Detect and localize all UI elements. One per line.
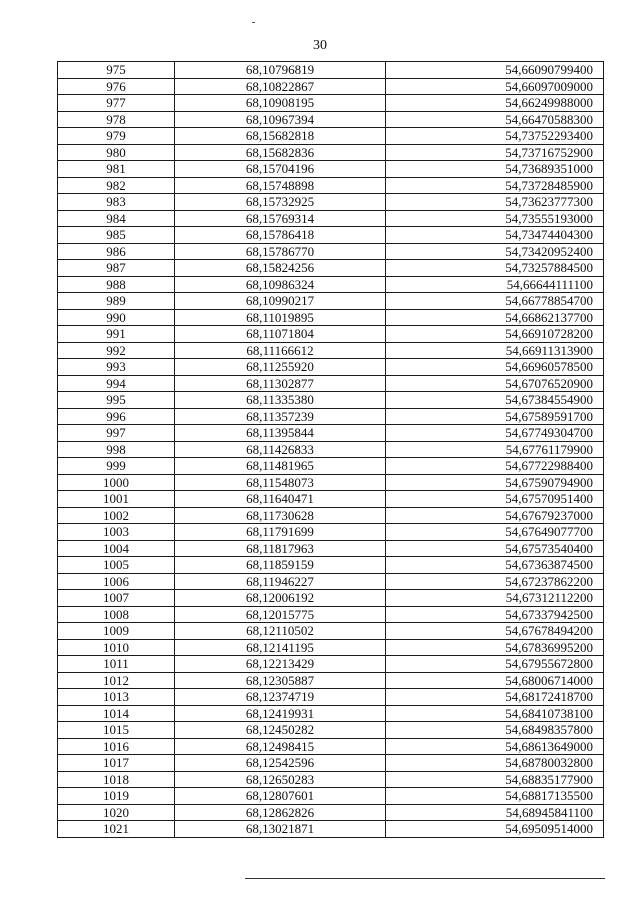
y-coordinate-cell: 54,68817135500 [386, 788, 604, 805]
x-coordinate-cell: 68,13021871 [175, 821, 386, 838]
table-row [58, 573, 604, 590]
table-row [58, 111, 604, 128]
x-coordinate-cell: 68,10822867 [175, 78, 386, 95]
x-coordinate-cell: 68,11640471 [175, 491, 386, 508]
table-row [58, 194, 604, 211]
x-coordinate-cell: 68,10796819 [175, 62, 386, 79]
y-coordinate-cell: 54,66911313900 [386, 342, 604, 359]
x-coordinate-cell: 68,15704196 [175, 161, 386, 178]
y-coordinate-cell: 54,69509514000 [386, 821, 604, 838]
point-number-cell: 975 [58, 62, 175, 79]
y-coordinate-cell: 54,73474404300 [386, 227, 604, 244]
x-coordinate-cell: 68,11426833 [175, 441, 386, 458]
y-coordinate-cell: 54,68498357800 [386, 722, 604, 739]
point-number-cell: 1002 [58, 507, 175, 524]
x-coordinate-cell: 68,11481965 [175, 458, 386, 475]
point-number-cell: 988 [58, 276, 175, 293]
y-coordinate-cell: 54,73257884500 [386, 260, 604, 277]
y-coordinate-cell: 54,68613649000 [386, 738, 604, 755]
y-coordinate-cell: 54,67573540400 [386, 540, 604, 557]
x-coordinate-cell: 68,12450282 [175, 722, 386, 739]
point-number-cell: 1004 [58, 540, 175, 557]
x-coordinate-cell: 68,11335380 [175, 392, 386, 409]
x-coordinate-cell: 68,11817963 [175, 540, 386, 557]
point-number-cell: 992 [58, 342, 175, 359]
x-coordinate-cell: 68,11548073 [175, 474, 386, 491]
y-coordinate-cell: 54,68945841100 [386, 804, 604, 821]
y-coordinate-cell: 54,67570951400 [386, 491, 604, 508]
y-coordinate-cell: 54,73752293400 [386, 128, 604, 145]
y-coordinate-cell: 54,66249988000 [386, 95, 604, 112]
x-coordinate-cell: 68,15748898 [175, 177, 386, 194]
y-coordinate-cell: 54,67384554900 [386, 392, 604, 409]
point-number-cell: 1009 [58, 623, 175, 640]
y-coordinate-cell: 54,67955672800 [386, 656, 604, 673]
table-row [58, 293, 604, 310]
table-row [58, 260, 604, 277]
x-coordinate-cell: 68,11395844 [175, 425, 386, 442]
x-coordinate-cell: 68,11859159 [175, 557, 386, 574]
x-coordinate-cell: 68,12006192 [175, 590, 386, 607]
point-number-cell: 1001 [58, 491, 175, 508]
x-coordinate-cell: 68,11255920 [175, 359, 386, 376]
point-number-cell: 1021 [58, 821, 175, 838]
point-number-cell: 998 [58, 441, 175, 458]
x-coordinate-cell: 68,12807601 [175, 788, 386, 805]
point-number-cell: 991 [58, 326, 175, 343]
x-coordinate-cell: 68,11791699 [175, 524, 386, 541]
y-coordinate-cell: 54,66644111100 [386, 276, 604, 293]
point-number-cell: 981 [58, 161, 175, 178]
point-number-cell: 986 [58, 243, 175, 260]
point-number-cell: 982 [58, 177, 175, 194]
point-number-cell: 995 [58, 392, 175, 409]
x-coordinate-cell: 68,11302877 [175, 375, 386, 392]
x-coordinate-cell: 68,12650283 [175, 771, 386, 788]
table-row [58, 507, 604, 524]
table-row [58, 755, 604, 772]
x-coordinate-cell: 68,10908195 [175, 95, 386, 112]
point-number-cell: 1014 [58, 705, 175, 722]
x-coordinate-cell: 68,11730628 [175, 507, 386, 524]
table-row [58, 425, 604, 442]
point-number-cell: 1013 [58, 689, 175, 706]
table-row [58, 606, 604, 623]
table-row [58, 161, 604, 178]
y-coordinate-cell: 54,73689351000 [386, 161, 604, 178]
y-coordinate-cell: 54,67076520900 [386, 375, 604, 392]
y-coordinate-cell: 54,66097009000 [386, 78, 604, 95]
y-coordinate-cell: 54,67722988400 [386, 458, 604, 475]
x-coordinate-cell: 68,10967394 [175, 111, 386, 128]
x-coordinate-cell: 68,15786418 [175, 227, 386, 244]
table-row [58, 738, 604, 755]
y-coordinate-cell: 54,68835177900 [386, 771, 604, 788]
point-number-cell: 1012 [58, 672, 175, 689]
y-coordinate-cell: 54,67649077700 [386, 524, 604, 541]
x-coordinate-cell: 68,11357239 [175, 408, 386, 425]
x-coordinate-cell: 68,12305887 [175, 672, 386, 689]
y-coordinate-cell: 54,66910728200 [386, 326, 604, 343]
y-coordinate-cell: 54,67836995200 [386, 639, 604, 656]
point-number-cell: 994 [58, 375, 175, 392]
table-row [58, 491, 604, 508]
x-coordinate-cell: 68,12213429 [175, 656, 386, 673]
table-row [58, 276, 604, 293]
point-number-cell: 985 [58, 227, 175, 244]
table-row [58, 227, 604, 244]
x-coordinate-cell: 68,15682836 [175, 144, 386, 161]
coordinates-table-body [58, 62, 604, 838]
x-coordinate-cell: 68,12141195 [175, 639, 386, 656]
table-row [58, 309, 604, 326]
point-number-cell: 1016 [58, 738, 175, 755]
y-coordinate-cell: 54,67761179900 [386, 441, 604, 458]
point-number-cell: 997 [58, 425, 175, 442]
table-row [58, 128, 604, 145]
x-coordinate-cell: 68,11946227 [175, 573, 386, 590]
point-number-cell: 976 [58, 78, 175, 95]
point-number-cell: 1008 [58, 606, 175, 623]
point-number-cell: 1007 [58, 590, 175, 607]
table-row [58, 705, 604, 722]
table-row [58, 524, 604, 541]
x-coordinate-cell: 68,12015775 [175, 606, 386, 623]
table-row [58, 392, 604, 409]
x-coordinate-cell: 68,10986324 [175, 276, 386, 293]
table-row [58, 62, 604, 79]
table-row [58, 474, 604, 491]
point-number-cell: 1018 [58, 771, 175, 788]
table-row [58, 359, 604, 376]
point-number-cell: 1000 [58, 474, 175, 491]
table-row [58, 656, 604, 673]
y-coordinate-cell: 54,67678494200 [386, 623, 604, 640]
point-number-cell: 996 [58, 408, 175, 425]
point-number-cell: 1006 [58, 573, 175, 590]
table-row [58, 821, 604, 838]
y-coordinate-cell: 54,67337942500 [386, 606, 604, 623]
point-number-cell: 1017 [58, 755, 175, 772]
x-coordinate-cell: 68,11166612 [175, 342, 386, 359]
y-coordinate-cell: 54,73555193000 [386, 210, 604, 227]
point-number-cell: 1010 [58, 639, 175, 656]
x-coordinate-cell: 68,10990217 [175, 293, 386, 310]
point-number-cell: 993 [58, 359, 175, 376]
table-row [58, 689, 604, 706]
point-number-cell: 1019 [58, 788, 175, 805]
y-coordinate-cell: 54,68006714000 [386, 672, 604, 689]
table-row [58, 590, 604, 607]
y-coordinate-cell: 54,67679237000 [386, 507, 604, 524]
table-row [58, 771, 604, 788]
point-number-cell: 980 [58, 144, 175, 161]
table-row [58, 342, 604, 359]
y-coordinate-cell: 54,68780032800 [386, 755, 604, 772]
point-number-cell: 1015 [58, 722, 175, 739]
y-coordinate-cell: 54,67590794900 [386, 474, 604, 491]
y-coordinate-cell: 54,68410738100 [386, 705, 604, 722]
table-row [58, 804, 604, 821]
y-coordinate-cell: 54,66470588300 [386, 111, 604, 128]
y-coordinate-cell: 54,66778854700 [386, 293, 604, 310]
table-row [58, 557, 604, 574]
y-coordinate-cell: 54,73623777300 [386, 194, 604, 211]
x-coordinate-cell: 68,12374719 [175, 689, 386, 706]
table-row [58, 326, 604, 343]
x-coordinate-cell: 68,12862826 [175, 804, 386, 821]
table-row [58, 78, 604, 95]
y-coordinate-cell: 54,67312112200 [386, 590, 604, 607]
point-number-cell: 989 [58, 293, 175, 310]
point-number-cell: 990 [58, 309, 175, 326]
x-coordinate-cell: 68,15682818 [175, 128, 386, 145]
coordinates-table [57, 61, 604, 838]
x-coordinate-cell: 68,15786770 [175, 243, 386, 260]
footer-rule [245, 878, 605, 879]
table-row [58, 375, 604, 392]
y-coordinate-cell: 54,67237862200 [386, 573, 604, 590]
y-coordinate-cell: 54,66090799400 [386, 62, 604, 79]
table-row [58, 722, 604, 739]
y-coordinate-cell: 54,67589591700 [386, 408, 604, 425]
x-coordinate-cell: 68,15732925 [175, 194, 386, 211]
point-number-cell: 987 [58, 260, 175, 277]
y-coordinate-cell: 54,67749304700 [386, 425, 604, 442]
x-coordinate-cell: 68,15824256 [175, 260, 386, 277]
point-number-cell: 983 [58, 194, 175, 211]
y-coordinate-cell: 54,66960578500 [386, 359, 604, 376]
point-number-cell: 979 [58, 128, 175, 145]
table-row [58, 639, 604, 656]
table-row [58, 95, 604, 112]
y-coordinate-cell: 54,67363874500 [386, 557, 604, 574]
y-coordinate-cell: 54,73420952400 [386, 243, 604, 260]
table-row [58, 788, 604, 805]
point-number-cell: 1011 [58, 656, 175, 673]
table-row [58, 408, 604, 425]
point-number-cell: 999 [58, 458, 175, 475]
point-number-cell: 1005 [58, 557, 175, 574]
table-row [58, 540, 604, 557]
x-coordinate-cell: 68,12419931 [175, 705, 386, 722]
point-number-cell: 978 [58, 111, 175, 128]
x-coordinate-cell: 68,15769314 [175, 210, 386, 227]
page-number: 30 [313, 38, 327, 53]
y-coordinate-cell: 54,73716752900 [386, 144, 604, 161]
x-coordinate-cell: 68,12542596 [175, 755, 386, 772]
x-coordinate-cell: 68,12110502 [175, 623, 386, 640]
point-number-cell: 977 [58, 95, 175, 112]
y-coordinate-cell: 54,68172418700 [386, 689, 604, 706]
table-row [58, 623, 604, 640]
x-coordinate-cell: 68,11019895 [175, 309, 386, 326]
table-row [58, 672, 604, 689]
y-coordinate-cell: 54,73728485900 [386, 177, 604, 194]
table-row [58, 144, 604, 161]
table-row [58, 243, 604, 260]
x-coordinate-cell: 68,11071804 [175, 326, 386, 343]
point-number-cell: 1003 [58, 524, 175, 541]
table-row [58, 441, 604, 458]
table-row [58, 177, 604, 194]
scan-mark [252, 22, 255, 23]
x-coordinate-cell: 68,12498415 [175, 738, 386, 755]
table-row [58, 210, 604, 227]
table-row [58, 458, 604, 475]
point-number-cell: 1020 [58, 804, 175, 821]
point-number-cell: 984 [58, 210, 175, 227]
y-coordinate-cell: 54,66862137700 [386, 309, 604, 326]
